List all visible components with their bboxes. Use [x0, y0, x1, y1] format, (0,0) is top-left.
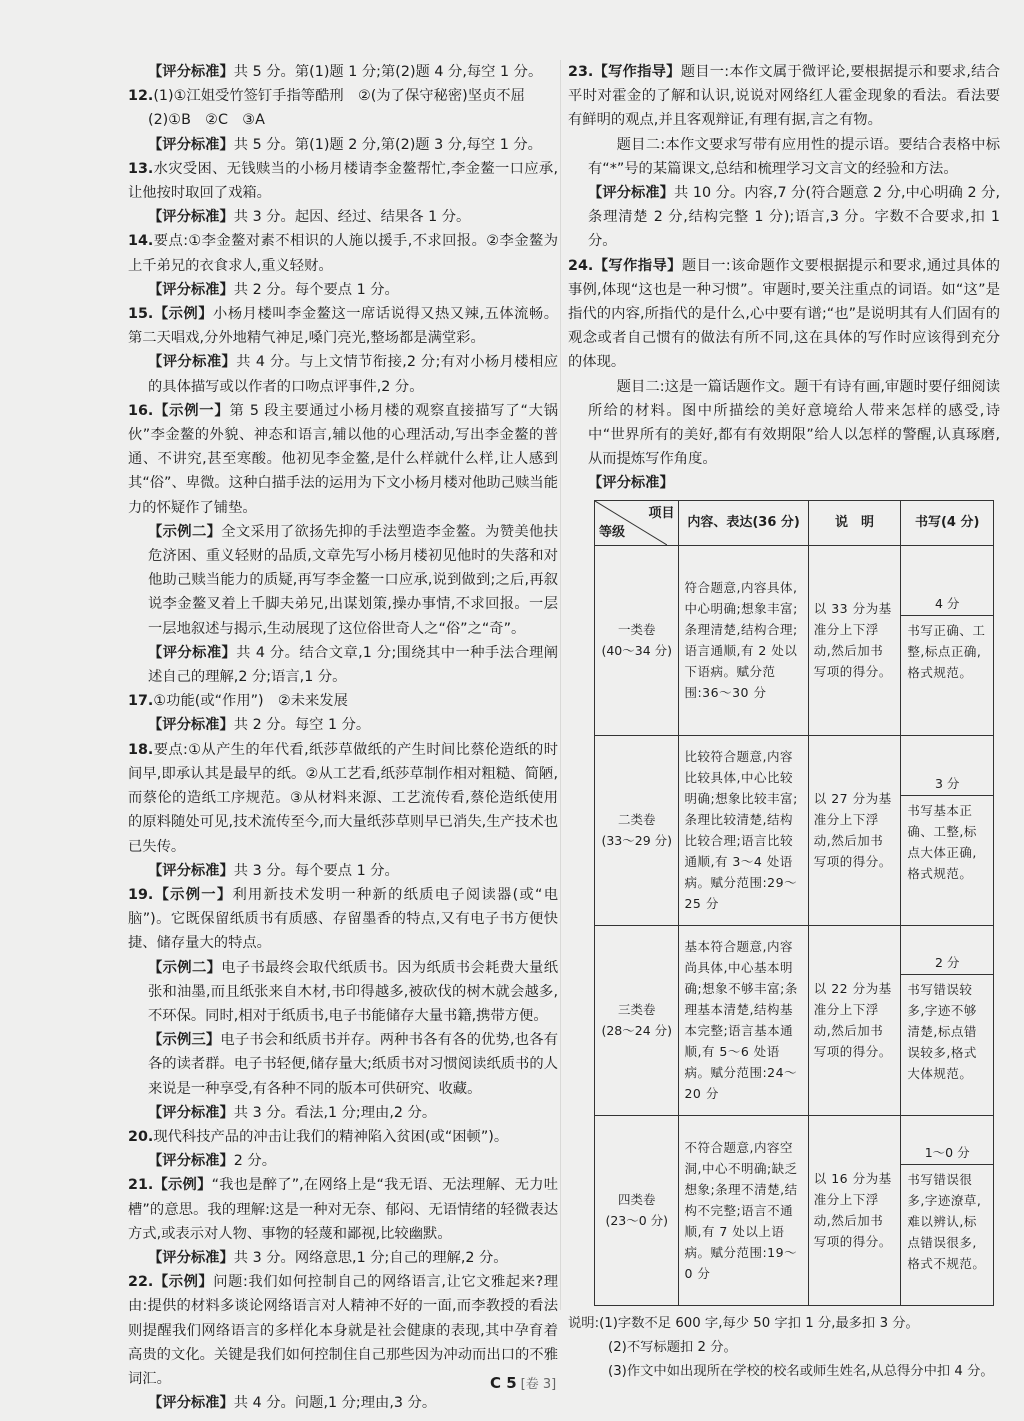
item-text: 共 2 分。每空 1 分。 — [233, 717, 371, 734]
writing-score: 4 分 — [901, 593, 993, 616]
item-text: 题目二:这是一篇话题作文。题干有诗有画,审题时要仔细阅读所给的材料。图中所描绘的美好意境给人带来怎样的感受,诗中“世界所有的美好,都有有效期限”给人以怎样的警醒,认真琢磨,从而提炼写作角度。 — [588, 378, 1000, 468]
item-number: 22. — [128, 1274, 154, 1291]
page-code: C 5 — [490, 1374, 517, 1392]
writing-score: 2 分 — [901, 952, 993, 975]
scoring-line — [128, 1149, 558, 1173]
item-text: 第 5 段主要通过小杨月楼的观察直接描写了“大锅伙”李金鳌的外貌、神态和语言,辅以他的心理活动,写出李金鳌的普通、不讲究,甚至寒酸。他初见李金鳌,是什么样就什么样,让人感到其“俗”、卑微。这种白描手法的运用为下文小杨月楼对他助己赎当能力的怀疑作了铺垫。 — [128, 402, 558, 516]
section-tag: 【评分标准】 — [148, 717, 234, 734]
note-cell: 以 27 分为基准分上下浮动,然后加书写项的得分。 — [808, 735, 901, 925]
header-diagonal-cell — [595, 500, 679, 545]
writing-cell — [901, 735, 994, 925]
item-text: 共 2 分。每个要点 1 分。 — [233, 281, 399, 298]
grading-table — [594, 500, 994, 1306]
header-level-label: 等级 — [599, 524, 626, 540]
section-tag: 【评分标准】 — [148, 862, 234, 879]
writing-cell — [901, 1115, 994, 1305]
item-text: 共 3 分。看法,1 分;理由,2 分。 — [233, 1104, 437, 1121]
level-range: (33～29 分) — [601, 833, 672, 849]
scoring-line — [128, 1246, 558, 1270]
item-number: 15. — [128, 306, 154, 323]
scoring-line — [128, 859, 558, 883]
item-number: 17. — [128, 693, 154, 710]
page-footer — [490, 1373, 556, 1392]
item-text: 小杨月楼叫李金鳌这一席话说得又热又辣,五体流畅。第二天唱戏,分外地精气神足,嗓门亮光,整场都是满堂彩。 — [128, 306, 559, 347]
scoring-line — [128, 133, 558, 157]
item-number: 16. — [128, 402, 154, 419]
column-divider — [560, 60, 561, 1310]
section-tag: 【示例】 — [153, 306, 214, 323]
section-tag: 【示例二】 — [148, 959, 222, 976]
item-text: 2 分。 — [233, 1153, 277, 1170]
section-tag: 【评分标准】 — [148, 209, 234, 226]
level-name: 三类卷 — [617, 1002, 656, 1018]
scoring-line — [128, 60, 558, 84]
answer-line — [128, 520, 558, 641]
answer-item — [128, 157, 558, 205]
answer-line — [568, 375, 1000, 472]
note-line: (2)不写标题扣 2 分。 — [608, 1339, 737, 1355]
writing-score: 3 分 — [901, 773, 993, 796]
writing-cell — [901, 545, 994, 735]
section-tag: 【评分标准】 — [148, 354, 237, 371]
item-number: 20. — [128, 1128, 154, 1145]
section-tag: 【示例二】 — [148, 523, 222, 540]
level-cell — [595, 925, 679, 1115]
section-tag: 【评分标准】 — [148, 1249, 234, 1266]
scoring-line — [128, 1391, 558, 1415]
note-cell: 以 22 分为基准分上下浮动,然后加书写项的得分。 — [808, 925, 901, 1115]
item-number: 23. — [568, 64, 594, 80]
writing-score: 1～0 分 — [901, 1142, 993, 1165]
item-text: (1)①江姐受竹签钉手指等酷刑 ②(为了保守秘密)坚贞不屈 — [153, 88, 525, 105]
section-tag: 【评分标准】 — [588, 475, 674, 492]
section-tag: 【示例一】 — [153, 886, 233, 903]
level-range: (28～24 分) — [601, 1023, 672, 1039]
answer-item — [568, 254, 1000, 375]
section-tag: 【评分标准】 — [148, 1104, 234, 1121]
section-tag: 【评分标准】 — [148, 1395, 234, 1412]
writing-desc: 书写基本正确、工整,标点大体正确,格式规范。 — [907, 802, 977, 881]
item-number: 19. — [128, 886, 154, 903]
level-cell — [595, 1115, 679, 1305]
header-note: 说 明 — [808, 500, 901, 545]
item-text: 现代科技产品的冲击让我们的精神陷入贫困(或“困顿”)。 — [153, 1128, 509, 1145]
note-cell: 以 16 分为基准分上下浮动,然后加书写项的得分。 — [808, 1115, 901, 1305]
level-name: 一类卷 — [617, 622, 656, 638]
item-text: (2)①B ②C ③A — [148, 112, 265, 129]
answer-item — [128, 689, 558, 713]
item-text: 题目一:该命题作文要根据提示和要求,通过具体的事例,体现“这也是一种习惯”。审题时,要关注重点的词语。如“这”是指代的内容,所指代的是什么,心中要有谱;“也”是说明其有人们固有的观念或者自己惯有的做法有所不同,这在具体的写作时应该得到充分的体现。 — [568, 257, 1001, 371]
item-text: 要点:①李金鳌对素不相识的人施以援手,不求回报。②李金鳌为上千弟兄的衣食求人,重义轻财。 — [128, 233, 558, 274]
answer-item — [128, 302, 558, 350]
section-tag: 【示例】 — [153, 1274, 214, 1291]
item-number: 18. — [128, 741, 154, 758]
answer-item — [128, 84, 558, 108]
section-tag: 【写作指导】 — [593, 64, 681, 80]
content-cell: 符合题意,内容具体,中心明确;想象丰富;条理清楚,结构合理;语言通顺,有 2 处以下语病。赋分范围:36～30 分 — [679, 545, 808, 735]
writing-desc: 书写错误较多,字迹不够清楚,标点错误较多,格式大体规范。 — [907, 982, 977, 1082]
scoring-line — [568, 181, 1000, 254]
level-cell — [595, 545, 679, 735]
item-text: 题目一:本作文属于微评论,要根据提示和要求,结合平时对霍金的了解和认识,说说对网络红人霍金现象的看法。看法要有鲜明的观点,并且客观辩证,有理有据,言之有物。 — [568, 64, 1001, 129]
scoring-line — [128, 641, 558, 689]
item-text: 共 3 分。起因、经过、结果各 1 分。 — [233, 209, 471, 226]
item-text: 共 3 分。网络意思,1 分;自己的理解,2 分。 — [233, 1249, 508, 1266]
answer-line — [128, 1028, 558, 1101]
answer-item — [128, 399, 558, 520]
grading-row — [595, 545, 994, 735]
item-number: 12. — [128, 88, 154, 105]
note-line: (3)作文中如出现所在学校的校名或师生姓名,从总得分中扣 4 分。 — [608, 1364, 994, 1380]
grading-notes — [568, 1312, 1000, 1385]
answer-item — [568, 60, 1000, 133]
item-text: 共 4 分。结合文章,1 分;围绕其中一种手法合理阐述自己的理解,2 分;语言,1 分。 — [148, 644, 559, 686]
answer-line — [128, 956, 558, 1029]
header-writing: 书写(4 分) — [901, 500, 994, 545]
item-number: 14. — [128, 233, 154, 250]
note-cell: 以 33 分为基准分上下浮动,然后加书写项的得分。 — [808, 545, 901, 735]
item-text: 共 4 分。问题,1 分;理由,3 分。 — [233, 1395, 437, 1412]
writing-desc: 书写错误很多,字迹潦草,难以辨认,标点错误很多,格式不规范。 — [907, 1172, 986, 1272]
note-line: 说明:(1)字数不足 600 字,每少 50 字扣 1 分,最多扣 3 分。 — [568, 1315, 919, 1331]
item-text: 电子书最终会取代纸质书。因为纸质书会耗费大量纸张和油墨,而且纸张来自木材,书印得越多,被砍伐的树木就会越多,不环保。同时,相对于纸质书,电子书能储存大量书籍,携带方便。 — [148, 959, 559, 1024]
right-column — [568, 60, 1000, 1384]
scoring-line — [568, 471, 1000, 495]
right-top-text — [568, 60, 1000, 496]
level-range: (40～34 分) — [601, 643, 672, 659]
answer-line — [568, 133, 1000, 181]
section-tag: 【示例一】 — [153, 402, 230, 419]
item-text: ①功能(或“作用”) ②未来发展 — [153, 693, 348, 710]
item-text: 共 10 分。内容,7 分(符合题意 2 分,中心明确 2 分,条理清楚 2 分,结构完整 1 分);语言,3 分。字数不合要求,扣 1 分。 — [588, 185, 1000, 250]
content-cell: 比较符合题意,内容比较具体,中心比较明确;想象比较丰富;条理比较清楚,结构比较合理;语言比较通顺,有 3～4 处语病。赋分范围:29～25 分 — [679, 735, 808, 925]
item-text: 共 4 分。与上文情节衔接,2 分;有对小杨月楼相应的具体描写或以作者的口吻点评事件,2 分。 — [148, 354, 559, 395]
level-name: 四类卷 — [617, 1192, 656, 1208]
item-text: 问题:我们如何控制自己的网络语言,让它文雅起来?理由:提供的材料多谈论网络语言对人精神不好的一面,而李教授的看法则提醒我们网络语言的多样化本身就是社会健康的表现,其中孕育着高贵的文化。关键是我们如何控制住自己那些因为冲动而出口的不雅词汇。 — [128, 1274, 559, 1387]
page-volume: [卷 3] — [520, 1377, 557, 1392]
item-text: 共 5 分。第(1)题 2 分,第(2)题 3 分,每空 1 分。 — [233, 136, 542, 153]
section-tag: 【评分标准】 — [148, 644, 237, 661]
item-text: “我也是醉了”,在网络上是“我无语、无法理解、无力吐槽”的意思。我的理解:这是一种对无奈、郁闷、无语情绪的轻微表达方式,或表示对人物、事物的轻蔑和鄙视,比较幽默。 — [128, 1177, 559, 1242]
answer-item — [128, 1125, 558, 1149]
section-tag: 【评分标准】 — [148, 1153, 234, 1170]
item-text: 全文采用了欲扬先抑的手法塑造李金鳌。为赞美他扶危济困、重义轻财的品质,文章先写小杨月楼初见他时的失落和对他助己赎当能力的质疑,再写李金鳌一口应承,说到做到;之后,再叙说李金鳌叉着上千脚夫弟兄,出谋划策,操办事情,不求回报。一层一层地叙述与揭示,生动展现了这位俗世奇人之“俗”之“奇”。 — [148, 523, 559, 637]
section-tag: 【写作指导】 — [593, 257, 682, 274]
item-text: 共 5 分。第(1)题 1 分;第(2)题 4 分,每空 1 分。 — [233, 64, 543, 80]
item-text: 要点:①从产生的年代看,纸莎草做纸的产生时间比蔡伦造纸的时间早,即承认其是最早的纸。②从工艺看,纸莎草制作相对粗糙、简陋,而蔡伦的造纸工序规范。③从材料来源、工艺流传看,蔡伦造纸使用的原料随处可见,技术流传至今,而大量纸莎草则早已消失,生产技术也已失传。 — [128, 741, 558, 855]
item-text: 题目二:本作文要求写带有应用性的提示语。要结合表格中标有“*”号的某篇课文,总结和梳理学习文言文的经验和方法。 — [588, 136, 1000, 177]
level-range: (23～0 分) — [605, 1213, 669, 1229]
item-number: 21. — [128, 1177, 154, 1194]
grading-row — [595, 1115, 994, 1305]
scoring-line — [128, 350, 558, 398]
item-text: 水灾受困、无钱赎当的小杨月楼请李金鳌帮忙,李金鳌一口应承,让他按时取回了戏箱。 — [128, 160, 558, 202]
section-tag: 【评分标准】 — [588, 185, 674, 202]
level-cell — [595, 735, 679, 925]
answer-line — [128, 108, 558, 132]
answer-item — [128, 229, 558, 277]
content-cell: 基本符合题意,内容尚具体,中心基本明确;想象不够丰富;条理基本清楚,结构基本完整;语言基本通顺,有 5～6 处语病。赋分范围:24～20 分 — [679, 925, 808, 1115]
header-item-label: 项目 — [648, 505, 675, 521]
grading-row — [595, 735, 994, 925]
content-cell: 不符合题意,内容空洞,中心不明确;缺乏想象;条理不清楚,结构不完整;语言不通顺,有 7 处以上语病。赋分范围:19～0 分 — [679, 1115, 808, 1305]
section-tag: 【示例】 — [153, 1177, 212, 1194]
left-column — [128, 60, 558, 1415]
item-number: 24. — [568, 257, 594, 274]
scoring-line — [128, 713, 558, 737]
answer-item — [128, 738, 558, 859]
item-number: 13. — [128, 160, 154, 177]
answer-item — [128, 1173, 558, 1246]
grading-row — [595, 925, 994, 1115]
section-tag: 【示例三】 — [148, 1032, 221, 1049]
writing-cell — [901, 925, 994, 1115]
item-text: 利用新技术发明一种新的纸质电子阅读器(或“电脑”)。它既保留纸质书有质感、存留墨香的特点,又有电子书方便快捷、储存量大的特点。 — [128, 886, 559, 952]
level-name: 二类卷 — [617, 812, 656, 828]
grading-table-header — [595, 500, 994, 545]
answer-item — [128, 883, 558, 956]
item-text: 电子书会和纸质书并存。两种书各有各的优势,也各有各的读者群。电子书轻便,储存量大;纸质书对习惯阅读纸质书的人来说是一种享受,有各种不同的版本可供研究、收藏。 — [148, 1032, 558, 1097]
section-tag: 【评分标准】 — [148, 281, 234, 298]
scoring-line — [128, 278, 558, 302]
header-content: 内容、表达(36 分) — [679, 500, 808, 545]
scoring-line — [128, 205, 558, 229]
writing-desc: 书写正确、工整,标点正确,格式规范。 — [907, 623, 986, 681]
section-tag: 【评分标准】 — [148, 64, 234, 80]
item-text: 共 3 分。每个要点 1 分。 — [233, 862, 399, 879]
scoring-line — [128, 1101, 558, 1125]
section-tag: 【评分标准】 — [148, 136, 234, 153]
